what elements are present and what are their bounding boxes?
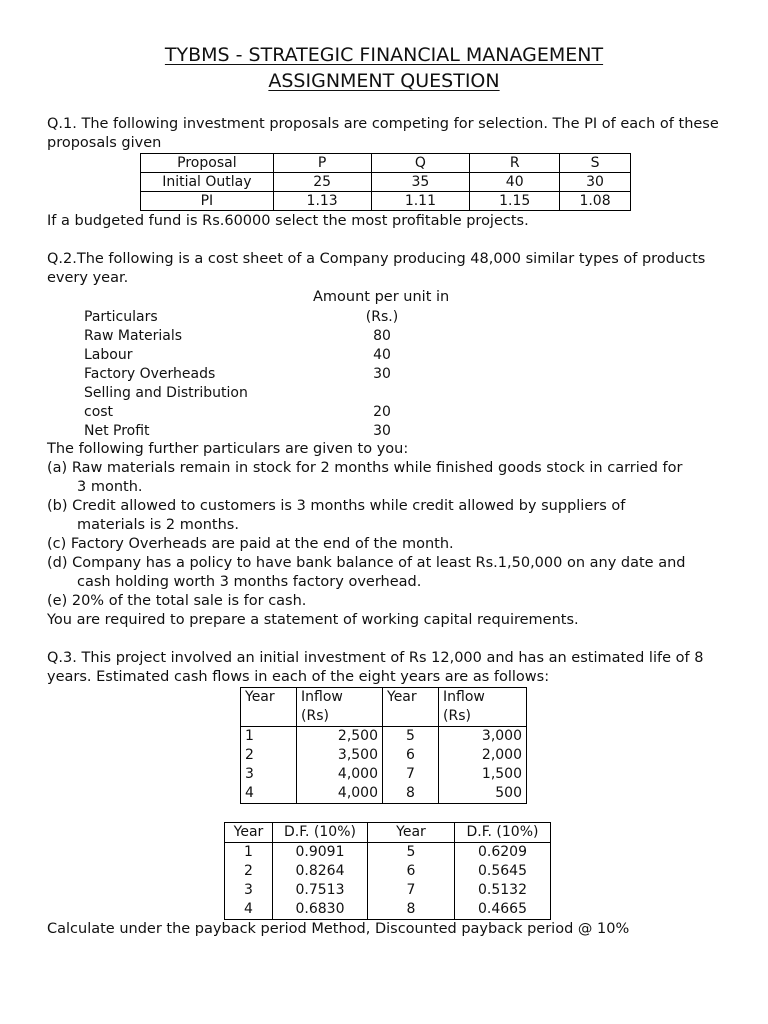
- table-row: [225, 843, 551, 863]
- table-cell: 8: [383, 784, 439, 804]
- row-value: 30: [373, 423, 391, 439]
- list-item-continued: materials is 2 months.: [77, 517, 239, 533]
- table-cell: P: [273, 154, 371, 173]
- table-cell: 25: [273, 173, 371, 192]
- q2-cost-sheet: [84, 308, 432, 441]
- table-row: [225, 881, 551, 900]
- col-header-year: Year: [383, 688, 439, 708]
- row-value: 40: [373, 347, 391, 363]
- q2-text-line2: every year.: [47, 270, 129, 286]
- table-cell: 7: [383, 765, 439, 784]
- table-row: [84, 327, 432, 346]
- table-cell: 40: [470, 173, 560, 192]
- table-cell: 5: [383, 727, 439, 747]
- q2-further-text: The following further particulars are given to you:: [47, 441, 409, 457]
- table-cell: 4,000: [297, 784, 383, 804]
- row-label: cost: [84, 404, 114, 420]
- col-header-year: Year: [368, 823, 455, 843]
- q2-closing: You are required to prepare a statement of working capital requirements.: [47, 612, 579, 628]
- table-row: [84, 384, 432, 403]
- table-row: [84, 308, 432, 327]
- list-marker: (a): [47, 460, 68, 476]
- table-cell: 0.7513: [273, 881, 368, 900]
- list-text: Factory Overheads are paid at the end of the month.: [70, 536, 454, 552]
- table-cell: 1,500: [439, 765, 527, 784]
- page-subtitle: ASSIGNMENT QUESTION: [268, 70, 500, 92]
- table-row: [241, 727, 527, 747]
- table-cell: 1: [244, 844, 253, 860]
- table-row: [141, 192, 631, 211]
- table-cell: 0.6830: [273, 900, 368, 920]
- table-cell: Initial Outlay: [141, 173, 274, 192]
- table-cell: 0.8264: [273, 862, 368, 881]
- table-cell: 0.5645: [455, 862, 551, 881]
- table-cell: 0.5132: [455, 881, 551, 900]
- table-cell: PI: [141, 192, 274, 211]
- q3-cashflow-table: [240, 687, 527, 804]
- q3-text-line2: years. Estimated cash flows in each of the eight years are as follows:: [47, 669, 550, 685]
- list-item: [47, 498, 625, 514]
- table-cell: 1.15: [470, 192, 560, 211]
- unit-label: (Rs.): [365, 309, 399, 325]
- q1-text-line1: Q.1. The following investment proposals are competing for selection. The PI of each of these: [47, 116, 719, 132]
- table-cell: 30: [560, 173, 631, 192]
- table-cell: Proposal: [141, 154, 274, 173]
- table-row: [84, 422, 432, 441]
- row-label: Raw Materials: [84, 328, 183, 344]
- table-row: [241, 784, 527, 804]
- table-row: [225, 862, 551, 881]
- q3-text-line1: Q.3. This project involved an initial investment of Rs 12,000 and has an estimated life of 8: [47, 650, 704, 666]
- page-title: TYBMS - STRATEGIC FINANCIAL MANAGEMENT: [164, 44, 604, 66]
- table-cell: 35: [371, 173, 470, 192]
- table-cell: 0.4665: [455, 900, 551, 920]
- row-label: Labour: [84, 347, 133, 363]
- table-cell: 2,000: [439, 746, 527, 765]
- list-item: [47, 593, 306, 609]
- list-item: [47, 536, 454, 552]
- table-cell: 2,500: [297, 727, 383, 747]
- table-cell: 4: [241, 784, 297, 804]
- table-cell: 6: [383, 746, 439, 765]
- q1-proposal-table: [140, 153, 631, 211]
- table-row: [84, 403, 432, 422]
- col-header-df: D.F. (10%): [273, 823, 368, 843]
- table-cell: 4,000: [297, 765, 383, 784]
- col-header-unit: (Rs): [439, 707, 527, 727]
- table-cell: 1.08: [560, 192, 631, 211]
- list-text: Raw materials remain in stock for 2 months while finished goods stock in carried for: [71, 460, 683, 476]
- table-row: [241, 688, 527, 708]
- list-marker: (d): [47, 555, 68, 571]
- row-label: Net Profit: [84, 423, 150, 439]
- list-item: [47, 460, 682, 476]
- table-cell: 1.13: [273, 192, 371, 211]
- table-cell: R: [470, 154, 560, 173]
- table-row: [141, 154, 631, 173]
- table-cell: 1.11: [371, 192, 470, 211]
- col-header-inflow: Inflow: [439, 688, 527, 708]
- list-marker: (c): [47, 536, 67, 552]
- list-marker: (e): [47, 593, 68, 609]
- table-cell: 0.6209: [455, 843, 551, 863]
- table-cell: 3: [241, 765, 297, 784]
- table-cell: 1: [241, 727, 297, 747]
- col-header-unit: (Rs): [297, 707, 383, 727]
- row-value: 20: [373, 404, 391, 420]
- q1-text-line2: proposals given: [47, 135, 162, 151]
- q2-amount-header: Amount per unit in: [313, 289, 450, 305]
- row-value: 30: [373, 366, 391, 382]
- table-cell: S: [560, 154, 631, 173]
- q3-closing: Calculate under the payback period Method, Discounted payback period @ 10%: [47, 921, 630, 937]
- table-cell: 3,000: [439, 727, 527, 747]
- row-value: 80: [373, 328, 391, 344]
- table-cell: 2: [244, 863, 253, 879]
- table-row: [84, 365, 432, 384]
- table-cell: 5: [406, 844, 416, 860]
- col-header-df: D.F. (10%): [455, 823, 551, 843]
- table-row: [241, 765, 527, 784]
- table-cell: [383, 707, 439, 727]
- table-cell: 2: [241, 746, 297, 765]
- row-value: [332, 384, 432, 403]
- table-cell: 500: [439, 784, 527, 804]
- table-cell: 0.9091: [273, 843, 368, 863]
- list-item: [47, 555, 685, 571]
- list-text: Credit allowed to customers is 3 months while credit allowed by suppliers of: [72, 498, 626, 514]
- q2-text-line1: Q.2.The following is a cost sheet of a Company producing 48,000 similar types of products: [47, 251, 706, 267]
- table-row: [141, 173, 631, 192]
- table-row: [225, 823, 551, 843]
- list-item-continued: cash holding worth 3 months factory overhead.: [77, 574, 422, 590]
- list-marker: (b): [47, 498, 68, 514]
- col-header-inflow: Inflow: [297, 688, 383, 708]
- row-label: Selling and Distribution: [84, 385, 248, 401]
- particulars-label: Particulars: [84, 309, 158, 325]
- table-cell: 3: [244, 882, 253, 898]
- list-text: 20% of the total sale is for cash.: [71, 593, 307, 609]
- table-cell: [241, 707, 297, 727]
- row-label: Factory Overheads: [84, 366, 216, 382]
- q3-discount-factor-table: [224, 822, 551, 920]
- table-row: [225, 900, 551, 920]
- table-cell: 3,500: [297, 746, 383, 765]
- col-header-year: Year: [241, 688, 297, 708]
- table-cell: 8: [406, 901, 416, 917]
- table-row: [84, 346, 432, 365]
- col-header-year: Year: [225, 823, 273, 843]
- q1-after-text: If a budgeted fund is Rs.60000 select the most profitable projects.: [47, 213, 529, 229]
- table-row: [241, 746, 527, 765]
- table-cell: 4: [244, 901, 253, 917]
- table-cell: 7: [406, 882, 416, 898]
- table-cell: Q: [371, 154, 470, 173]
- table-cell: 6: [406, 863, 416, 879]
- list-text: Company has a policy to have bank balance of at least Rs.1,50,000 on any date and: [72, 555, 686, 571]
- table-row: [241, 707, 527, 727]
- list-item-continued: 3 month.: [77, 479, 143, 495]
